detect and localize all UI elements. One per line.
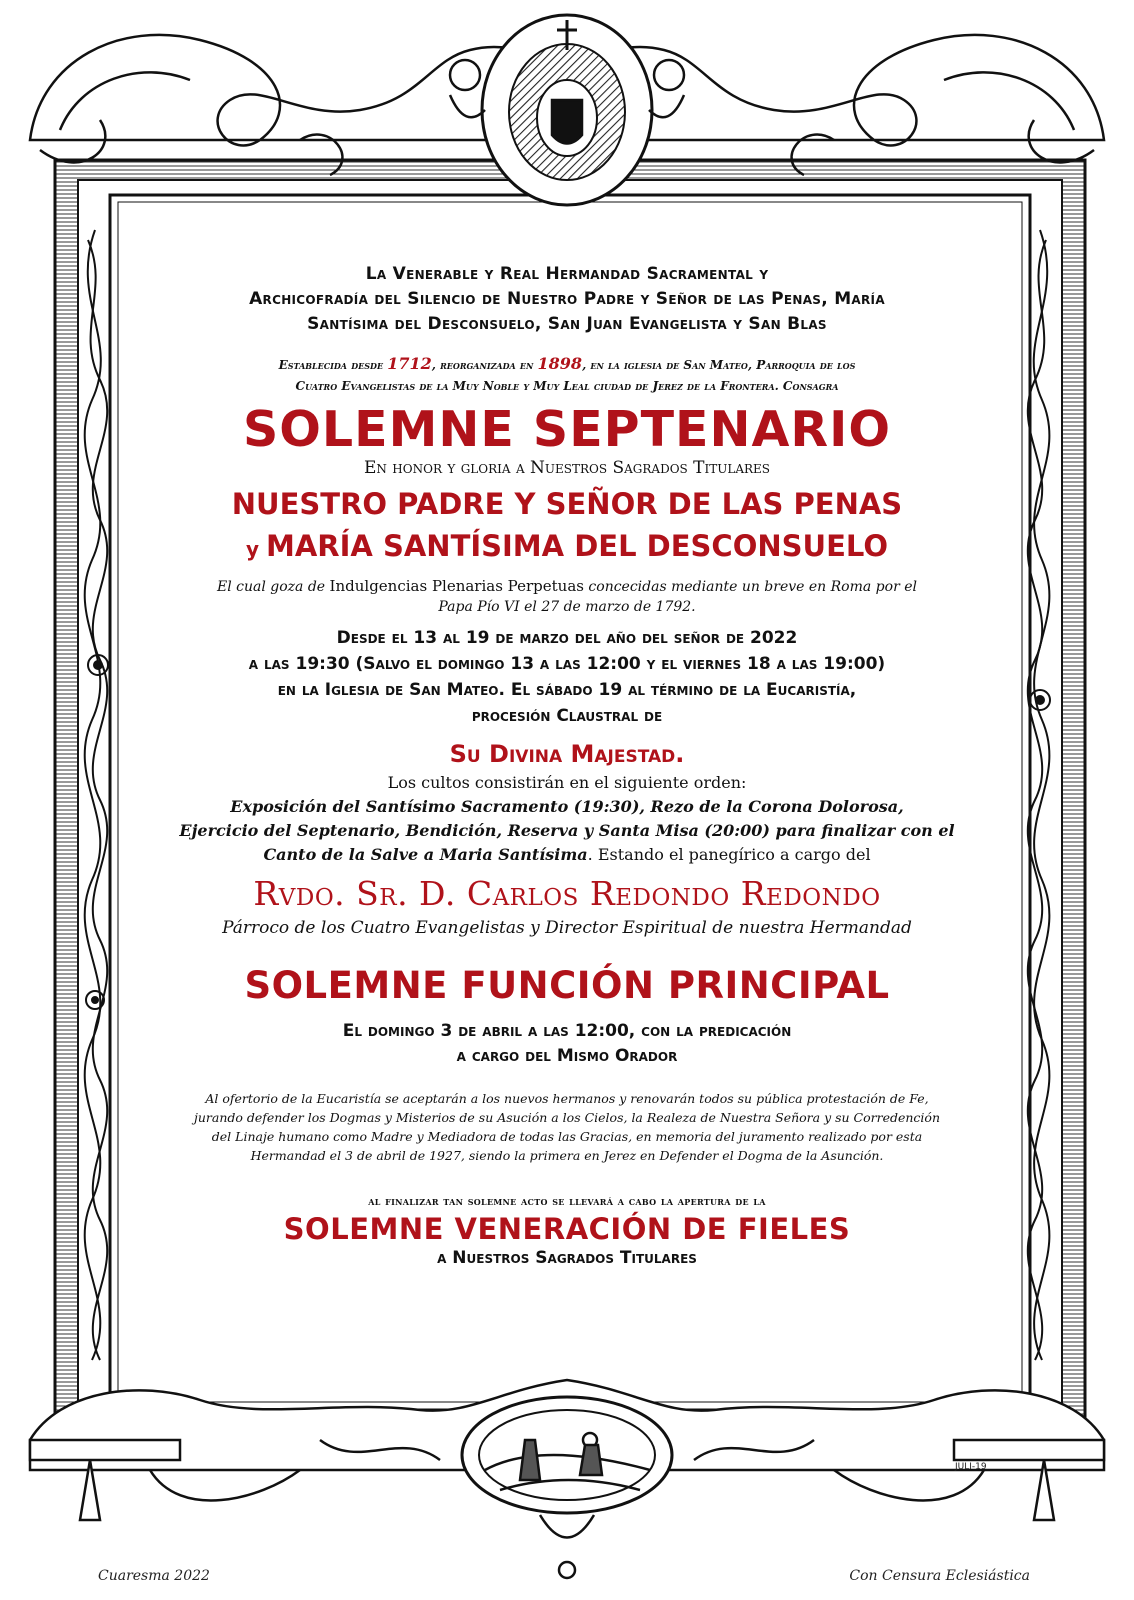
dates-line-4: procesión Claustral de <box>471 706 663 726</box>
septenario-title: SOLEMNE SEPTENARIO <box>242 401 892 458</box>
funcion-details <box>130 1017 1004 1067</box>
estab-part-3: , en la iglesia de San Mateo, Parroquia de los <box>582 358 856 372</box>
header-line-3: Santísima del Desconsuelo, San Juan Evangelista y San Blas <box>307 314 827 334</box>
estab-part-2: , reorganizada en <box>431 358 538 372</box>
preacher-title: Párroco de los Cuatro Evangelistas y Director Espiritual de nuestra Hermandad <box>222 918 912 938</box>
brotherhood-header <box>130 262 1004 337</box>
estab-part-1: Establecida desde <box>278 358 388 372</box>
dates-line-2: a las 19:30 (Salvo el domingo 13 a las 12:00 y el viernes 18 a las 19:00) <box>248 654 886 674</box>
footer-right: Con Censura Eclesiástica <box>849 1568 1030 1584</box>
finalizar-text: al finalizar tan solemne acto se llevará a cabo la apertura de la <box>368 1194 766 1208</box>
estab-year-1: 1712 <box>387 354 432 373</box>
indul-part-1: El cual goza de <box>217 579 330 595</box>
dates-line-1: Desde el 13 al 19 de marzo del año del señor de 2022 <box>336 628 798 648</box>
dates-line-3: en la Iglesia de San Mateo. El sábado 19 al término de la Eucaristía, <box>277 680 857 700</box>
establishment-text <box>130 353 1004 397</box>
titular-2 <box>130 525 1004 570</box>
estab-year-2: 1898 <box>537 354 583 373</box>
ofert-line-3: del Linaje humano como Madre y Mediadora de todas las Gracias, en memoria del juramento realizado por esta <box>211 1129 923 1144</box>
cultos-line-3-bold: Canto de la Salve a Maria Santísima <box>263 845 588 864</box>
veneracion-subtitle: a Nuestros Sagrados Titulares <box>437 1248 697 1268</box>
cultos-line-3-rest: . Estando el panegírico a cargo del <box>587 845 871 864</box>
ofertorio-text <box>130 1089 1004 1165</box>
footer-left: Cuaresma 2022 <box>98 1568 210 1584</box>
titular-2-conjunction: y <box>246 537 266 561</box>
indulgences-text <box>130 576 1004 617</box>
cultos-line-2: Ejercicio del Septenario, Bendición, Reserva y Santa Misa (20:00) para finalizar con el <box>179 821 955 840</box>
ofert-line-4: Hermandad el 3 de abril de 1927, siendo la primera en Jerez en Defender el Dogma de la Asunción. <box>250 1148 884 1163</box>
indul-part-2: concecidas mediante un breve en Roma por el <box>583 579 917 595</box>
header-line-1: La Venerable y Real Hermandad Sacramental y <box>365 264 769 284</box>
divina-majestad: Su Divina Majestad. <box>449 740 685 768</box>
ofert-line-2: jurando defender los Dogmas y Misterios de su Asución a los Cielos, la Realeza de Nuestra Señora y su Corredención <box>193 1110 941 1125</box>
funcion-line-1: El domingo 3 de abril a las 12:00, con la predicación <box>342 1021 792 1041</box>
funcion-line-2: a cargo del Mismo Orador <box>456 1046 678 1066</box>
estab-line-2: Cuatro Evangelistas de la Muy Noble y Muy Leal ciudad de Jerez de la Frontera. Consagra <box>295 379 839 393</box>
titular-2-name: MARÍA SANTÍSIMA DEL DESCONSUELO <box>266 529 888 563</box>
indul-highlight: Indulgencias Plenarias Perpetuas <box>329 577 584 595</box>
poster-content <box>130 262 1004 1269</box>
preacher-name: Rvdo. Sr. D. Carlos Redondo Redondo <box>253 874 881 913</box>
bottom-ornament <box>30 1380 1104 1578</box>
cultos-order <box>130 771 1004 867</box>
funcion-principal-title: SOLEMNE FUNCIÓN PRINCIPAL <box>244 964 890 1007</box>
veneracion-title: SOLEMNE VENERACIÓN DE FIELES <box>283 1212 851 1246</box>
cultos-intro: Los cultos consistirán en el siguiente orden: <box>387 773 747 792</box>
titular-1: NUESTRO PADRE Y SEÑOR DE LAS PENAS <box>231 487 903 521</box>
indul-line-2: Papa Pío VI el 27 de marzo de 1792. <box>438 599 696 615</box>
header-line-2: Archicofradía del Silencio de Nuestro Padre y Señor de las Penas, María <box>249 289 885 309</box>
septenario-dates <box>130 625 1004 729</box>
ofert-line-1: Al ofertorio de la Eucaristía se aceptarán a los nuevos hermanos y renovarán todos su pública protestación de Fe, <box>205 1091 929 1106</box>
honor-line: En honor y gloria a Nuestros Sagrados Titulares <box>363 458 771 478</box>
artist-signature: JULI-19 <box>955 1462 987 1472</box>
cultos-line-1: Exposición del Santísimo Sacramento (19:30), Rezo de la Corona Dolorosa, <box>230 797 904 816</box>
